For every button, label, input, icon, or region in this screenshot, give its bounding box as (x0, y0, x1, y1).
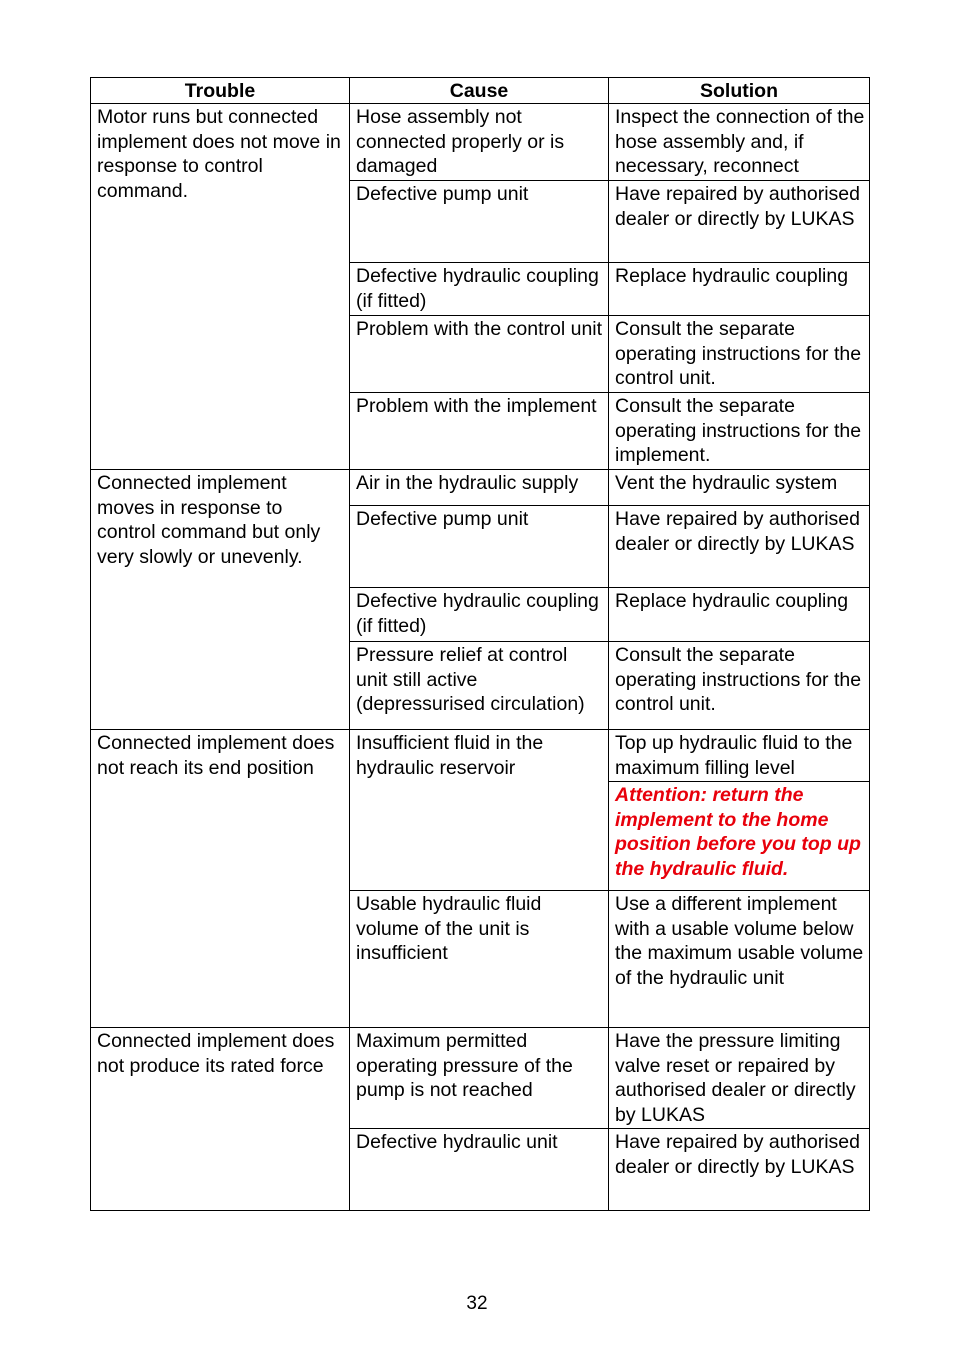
attention-note: Attention: return the implement to the home position before you top up the hydraulic fluid. (609, 782, 870, 891)
troubleshooting-table (90, 77, 870, 1211)
trouble-cell: Connected implement does not produce its rated force (91, 1028, 350, 1211)
cause-cell: Pressure relief at control unit still active (depressurised circulation) (350, 642, 609, 730)
solution-cell: Replace hydraulic coupling (609, 263, 870, 316)
cause-cell: Insufficient fluid in the hydraulic reservoir (350, 730, 609, 891)
solution-cell: Inspect the connection of the hose assembly and, if necessary, reconnect (609, 104, 870, 181)
table-header-row (91, 78, 870, 104)
cause-cell: Air in the hydraulic supply (350, 470, 609, 506)
solution-cell: Use a different implement with a usable volume below the maximum usable volume of the hydraulic unit (609, 891, 870, 1028)
solution-cell: Have repaired by authorised dealer or directly by LUKAS (609, 181, 870, 263)
table-row (91, 730, 870, 782)
trouble-cell: Connected implement moves in response to control command but only very slowly or unevenly. (91, 470, 350, 730)
solution-cell: Have repaired by authorised dealer or directly by LUKAS (609, 506, 870, 588)
header-trouble: Trouble (91, 78, 350, 104)
header-solution: Solution (609, 78, 870, 104)
solution-cell: Have the pressure limiting valve reset or repaired by authorised dealer or directly by LUKAS (609, 1028, 870, 1129)
solution-cell: Vent the hydraulic system (609, 470, 870, 506)
table-row (91, 1028, 870, 1129)
solution-cell: Consult the separate operating instructions for the control unit. (609, 642, 870, 730)
cause-cell: Problem with the control unit (350, 316, 609, 393)
solution-cell: Replace hydraulic coupling (609, 588, 870, 642)
solution-cell: Consult the separate operating instructions for the implement. (609, 393, 870, 470)
cause-cell: Hose assembly not connected properly or is damaged (350, 104, 609, 181)
cause-cell: Defective hydraulic unit (350, 1129, 609, 1211)
header-cause: Cause (350, 78, 609, 104)
cause-cell: Problem with the implement (350, 393, 609, 470)
cause-cell: Defective hydraulic coupling (if fitted) (350, 263, 609, 316)
cause-cell: Defective pump unit (350, 506, 609, 588)
solution-cell: Have repaired by authorised dealer or directly by LUKAS (609, 1129, 870, 1211)
trouble-cell: Motor runs but connected implement does not move in response to control command. (91, 104, 350, 470)
solution-cell: Top up hydraulic fluid to the maximum filling level (609, 730, 870, 782)
cause-cell: Defective hydraulic coupling (if fitted) (350, 588, 609, 642)
cause-cell: Maximum permitted operating pressure of the pump is not reached (350, 1028, 609, 1129)
table-row (91, 104, 870, 181)
solution-cell: Consult the separate operating instructions for the control unit. (609, 316, 870, 393)
page-number: 32 (466, 1293, 488, 1314)
cause-cell: Defective pump unit (350, 181, 609, 263)
table-row (91, 470, 870, 506)
cause-cell: Usable hydraulic fluid volume of the unit is insufficient (350, 891, 609, 1028)
trouble-cell: Connected implement does not reach its end position (91, 730, 350, 1028)
